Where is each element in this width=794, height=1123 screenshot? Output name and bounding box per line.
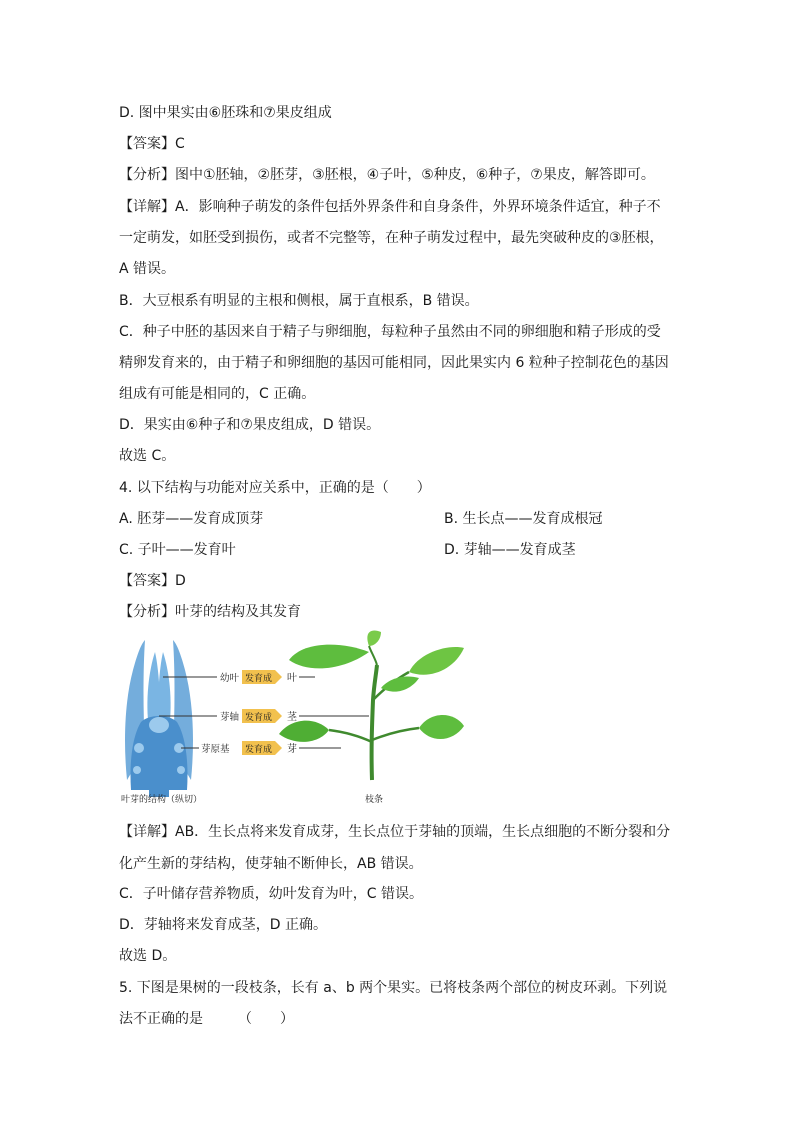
detail-3-d: D．果实由⑥种子和⑦果皮组成，D 错误。 [119,417,381,433]
question-4-option-c: C. 子叶——发育叶 [119,542,236,558]
caption-left: 叶芽的结构（纵切） [121,795,203,805]
answer-3: 【答案】C [119,136,185,152]
question-4: 4. 以下结构与功能对应关系中，正确的是（ ） [119,480,431,496]
question-4-option-a: A. 胚芽——发育成顶芽 [119,511,264,527]
caption-right: 枝条 [365,795,384,805]
answer-4: 【答案】D [119,573,186,589]
detail-4-line1: 【详解】AB．生长点将来发育成芽，生长点位于芽轴的顶端，生长点细胞的不断分裂和分 [119,824,671,840]
question-4-option-b: B. 生长点——发育成根冠 [444,511,603,527]
label-yayuanji: 芽原基 [201,744,230,755]
arrow-yayuanji [242,741,282,755]
arrow-youye [242,670,282,684]
choice-3: 故选 C。 [119,448,176,464]
result-jing: 茎 [287,712,297,723]
label-yazhou: 芽轴 [220,712,240,723]
leaf-bud-figure [119,630,464,810]
arrow-text-1: 发育成 [245,674,273,684]
detail-3-b: B．大豆根系有明显的主根和侧根，属于直根系，B 错误。 [119,293,479,309]
question-4-option-d: D. 芽轴——发育成茎 [444,542,576,558]
choice-4: 故选 D。 [119,948,177,964]
detail-4-line2: 化产生新的芽结构，使芽轴不断伸长，AB 错误。 [119,856,423,872]
detail-3-line2: 一定萌发，如胚受到损伤，或者不完整等，在种子萌发过程中，最先突破种皮的③胚根， [119,230,664,246]
detail-3-line3: A 错误。 [119,261,176,277]
analysis-3: 【分析】图中①胚轴，②胚芽，③胚根，④子叶，⑤种皮，⑥种子，⑦果皮，解答即可。 [119,167,655,183]
option-d-previous: D. 图中果实由⑥胚珠和⑦果皮组成 [119,105,332,121]
result-ya: 芽 [287,744,297,755]
question-5-line2: 法不正确的是 （ ） [119,1011,294,1027]
detail-4-c: C．子叶储存营养物质，幼叶发育为叶，C 错误。 [119,886,423,902]
label-youye: 幼叶 [220,673,240,684]
arrow-text-2: 发育成 [245,713,273,723]
arrow-yazhou [242,709,282,723]
detail-3-c-line1: C．种子中胚的基因来自于精子与卵细胞，每粒种子虽然由不同的卵细胞和精子形成的受 [119,324,661,340]
question-5-line1: 5. 下图是果树的一段枝条，长有 a、b 两个果实。已将枝条两个部位的树皮环剥。下列说 [119,980,668,996]
detail-3-c-line2: 精卵发育来的，由于精子和卵细胞的基因可能相同，因此果实内 6 粒种子控制花色的基因 [119,355,669,371]
detail-4-d: D．芽轴将来发育成茎，D 正确。 [119,917,328,933]
result-ye: 叶 [287,673,297,684]
detail-3-line1: 【详解】A．影响种子萌发的条件包括外界条件和自身条件，外界环境条件适宜，种子不 [119,199,661,215]
analysis-4: 【分析】叶芽的结构及其发育 [119,604,301,620]
detail-3-c-line3: 组成有可能是相同的，C 正确。 [119,386,316,402]
arrow-text-3: 发育成 [245,745,273,755]
